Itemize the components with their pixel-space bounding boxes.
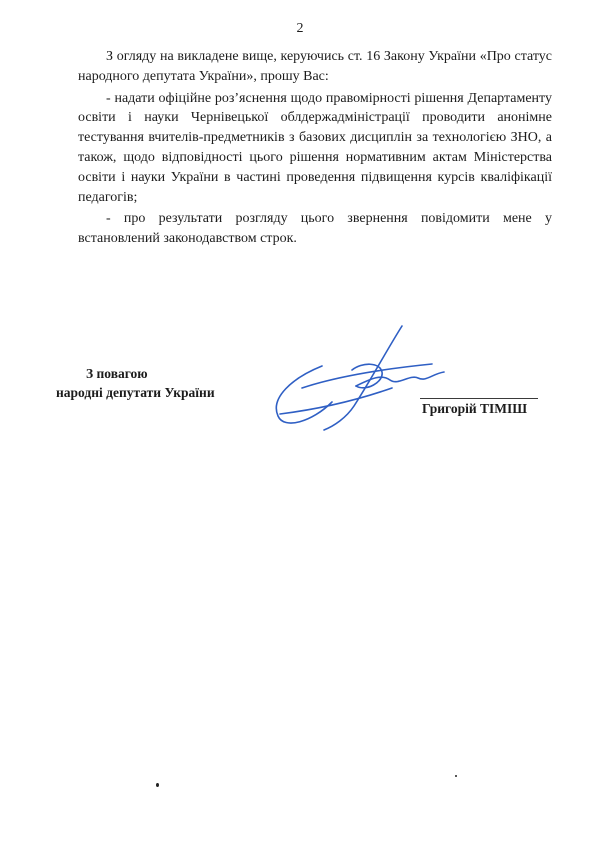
scan-speck <box>156 783 159 787</box>
signature-line <box>420 398 538 399</box>
scan-speck <box>455 775 457 777</box>
paragraph-request-response: - про результати розгляду цього звернення повідомити мене у встановлений законодавством строк. <box>78 211 552 247</box>
signer-name: Григорій ТІМІШ <box>422 401 528 416</box>
letter-body <box>78 47 552 249</box>
closing-block <box>56 364 215 402</box>
paragraph-intro: З огляду на викладене вище, керуючись ст. 16 Закону України «Про статус народного депутата України», прошу Вас: <box>78 49 552 84</box>
closing-title: народні депутати України <box>56 385 215 400</box>
page-number: 2 <box>296 21 304 36</box>
paragraph-request-explanation: - надати офіційне роз’яснення щодо правомірності рішення Департаменту освіти і науки Чернівецької облдержадміністрації проводити анонімне тестування вчителів-предметників з базових дисциплін за технологією ЗНО, а також, щодо відповідності цього рішення нормативним актам Міністерства освіти і науки України в частині проведення підвищення курсів кваліфікації педагогів; <box>78 90 552 205</box>
signature-icon <box>262 318 462 438</box>
closing-regards: З повагою <box>86 366 148 381</box>
